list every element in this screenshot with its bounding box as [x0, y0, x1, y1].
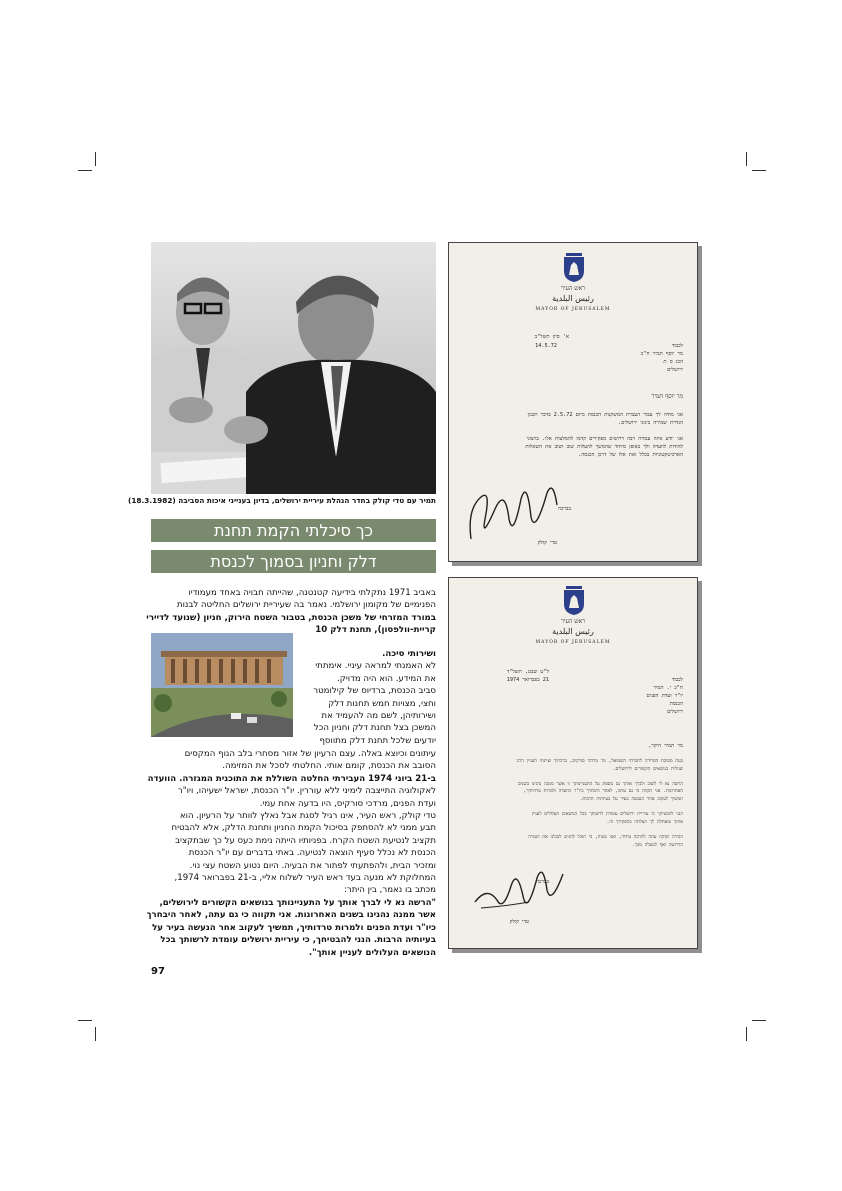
letter-body: אני מודה לך עבור העברת המשקנות הכנסת מיום 2.5.72 בדבר תכנון הגדרת שמירה ביגוני ירושלים. אני יודע איזה עבודה רבה דרושים מפקירים קדמו להמלצות אלו. ברצוני להודות לוועדה ולך באופן מיוחד שהמשך להעלות שוב ושוב את השאלות הארכיטקטוניות בכלל ואת אלו של דרכן הכנסה.: [525, 412, 683, 458]
letter-signer: טדי קולק: [509, 919, 529, 925]
crop-mark: [746, 1027, 747, 1041]
body-line: הכנסת לא נכלל סעיף הוצאה לנטיעה. באתי בדברים עם יו"ר הכנסת: [188, 848, 436, 859]
headline-line-2: דלק וחניון בסמוך לכנסת: [151, 550, 436, 573]
letterhead-title-english: MAYOR OF JERUSALEM: [535, 640, 611, 645]
letter-body: בעת מסיבת הפרידה לחברתי השמואל, מר מרדכי סורקיס, ברכתיך וציינתי העניין הרב שגילית בנושאים הקשורים לירושלים. הרשה נא לי לשוב ולברך אותך גם נוספת על התעניינותך זו אשר ממנה נהנינו בשנים האחרונות. אני תקווה כי גם עתה, לאחר היבחרך כיו"ר הוועדה ולמרות טרדותיך, תמשיך לעקוב אחר הנעשה בעיר על בעיותיה הרבות. הנני להבטיחך כי עיריית ירושלים עומדת לרשותך בכל הנושאים העלולים לעניין אותך ומאחלת לך הצלחה בתפקידך זה. הבירה זקוקה עתה להרבה עידוד, ואני בטוח, כי תוכל להגיש לכנלנו את העזרה הדרושה ואף למעלה מכך.: [516, 759, 683, 848]
body-line: ומזכיר הבית, ולהפתעתי לפתור את הבעיה. היום נטוע השטח עצי נוי.: [189, 860, 436, 871]
letter-salutation: מר תמיר היקר,: [648, 743, 683, 749]
signature: [461, 469, 571, 549]
body-line: הפנימיים של מקומון ירושלמי. נאמר בה שעיריית ירושלים החליטה לבנות: [176, 600, 436, 611]
body-line: ושירותיהן, לשם מה להעמיד את: [321, 711, 436, 722]
crop-mark: [752, 170, 766, 171]
jerusalem-emblem-icon: [563, 253, 585, 283]
body-line: תקציב לנטיעת השטח הקרח. בפניותיו הייתה נימת כעס על כך שבתקציב: [175, 835, 436, 846]
body-line: ב-21 ביוני 1974 העבירתי החלטה השוללת את התוכנית המגזרה. הוועדה: [147, 773, 436, 784]
letter-signer: טדי קולק: [537, 540, 557, 546]
body-line: יודעים שלכל תחנת דלק מתווסף: [319, 735, 436, 746]
body-line: ושירותי סיכה.: [382, 649, 436, 659]
body-line: סביב הכנסת, ברדיוס של קילומטר: [313, 686, 436, 697]
letterhead-title-hebrew: ראש העיר: [560, 618, 586, 625]
body-line: קריית-וולפסון), תחנת דלק 10: [315, 625, 436, 636]
letter-recipient: לכבוד ח"כ י. תמיר יו"ר ועדת הפנים הכנסת ירושלים: [646, 677, 683, 715]
body-line: כיו"ר ועדת הפנים ולמרות טרדותיך, תמשיך לעקוב אחר הנעשה בעיר על: [152, 922, 436, 933]
photo-caption: תמיר עם טדי קולק בחדר הנהלת עיריית ירושלים, בדיון בענייני איכות הסביבה (18.3.1982): [127, 496, 436, 505]
jerusalem-emblem-icon: [563, 586, 585, 616]
body-line: וחצי, מצויות חמש תחנות דלק: [328, 698, 436, 709]
body-line: לאקולוגיה התייצבה לימיני ללא עוררין. יו"ר הכנסת, ישראל ישעיהו, ויו"ר: [177, 786, 436, 797]
crop-mark: [78, 1020, 92, 1021]
letterhead-title-arabic: رئيس البلدية: [552, 627, 594, 636]
body-line: באביב 1971 נתקלתי בידיעה קטנטנה, שהייתה חבויה באחד מעמודיו: [188, 588, 436, 598]
crop-mark: [95, 1027, 96, 1041]
crop-mark: [95, 152, 96, 166]
letter-1: [448, 242, 698, 562]
meeting-photo: [151, 242, 436, 494]
body-line: בעיותיה הרבות. הנני להבטיחך, כי עיריית ירושלים עומדת לרשותך בכל: [160, 935, 436, 946]
headline-line-1: כך סיכלתי הקמת תחנת: [151, 519, 436, 542]
article-body-top: [146, 587, 436, 637]
letterhead-title-hebrew: ראש העיר: [560, 285, 586, 292]
body-line: את המידע. הוא היה מדויק.: [337, 673, 436, 684]
body-line: טדי קולק, ראש העיר, אינו רגיל לסגת אבל נאלץ לוותר על הרעיון. הוא: [179, 811, 436, 822]
body-line: במורד המזרחי של משכן הכנסת, בטבור השטח הירוק, חניון (שנועד לדיירי: [146, 612, 436, 623]
body-line: לא האמנתי למראה עיניי. אימתתי: [315, 661, 436, 672]
crop-mark: [78, 170, 92, 171]
signature: [467, 856, 577, 926]
article-body-bottom: [146, 748, 436, 959]
letter-closing: בברכה: [535, 879, 549, 885]
letter-recipient: לכבוד מר יוסף תמיר ח"כ הכנ ס ת ירושלים: [640, 343, 683, 373]
letter-date-hebrew: א' סיון תשל"ב: [534, 334, 569, 340]
letterhead-title-english: MAYOR OF JERUSALEM: [535, 307, 611, 312]
article-body-mid: [300, 648, 436, 747]
body-line: הנושאים העלולים לעניין אותך".: [308, 947, 436, 958]
body-line: המשכן בצל תחנת דלק וחניון הכל: [313, 723, 436, 734]
body-line: הסובב את הכנסת, קומם אותי. החלטתי לסכל את המזימה.: [222, 761, 436, 772]
letter-date-hebrew: ל"ט שבט, תשל"ד: [506, 669, 549, 675]
body-line: תבע ממני לא להסתפק בסיכול הקמת החניון ותחנת הדלק, אלא להבטיח: [171, 823, 436, 834]
letter-date: 21 בפברואר 1974: [506, 677, 549, 683]
knesset-photo: [151, 633, 293, 737]
body-line: "הרשה נא לי לברך אותך על התעניינותך בנושאים הקשורים לירושלים,: [159, 897, 436, 908]
page-number: 97: [151, 966, 165, 977]
crop-mark: [746, 152, 747, 166]
body-line: ועדת הפנים, מרדכי סורקיס, היו בדעה אחת עמי.: [259, 798, 436, 809]
letter-closing: בברכה: [557, 506, 571, 512]
body-line: מכתב בו נאמר, בין היתר:: [343, 885, 436, 896]
letter-salutation: מר יוסף תמיר: [651, 393, 683, 400]
body-line: אשר ממנה נהנינו בשנים האחרונות. אני תקווה כי גם עתה, לאחר היבחרך: [146, 910, 436, 921]
body-line: עיתונים וכיוצא באלה. עצם הרעיון של אזור מסחרי בלב הנוף המקסים: [184, 749, 436, 759]
letterhead-title-arabic: رئيس البلدية: [552, 294, 594, 303]
letter-date: 14.5.72: [535, 343, 557, 349]
letter-2: [448, 577, 698, 949]
crop-mark: [752, 1020, 766, 1021]
body-line: המחלוקת לא מנעה בעד ראש העיר לשלוח אליי, ב-21 בפברואר 1974,: [174, 873, 436, 884]
